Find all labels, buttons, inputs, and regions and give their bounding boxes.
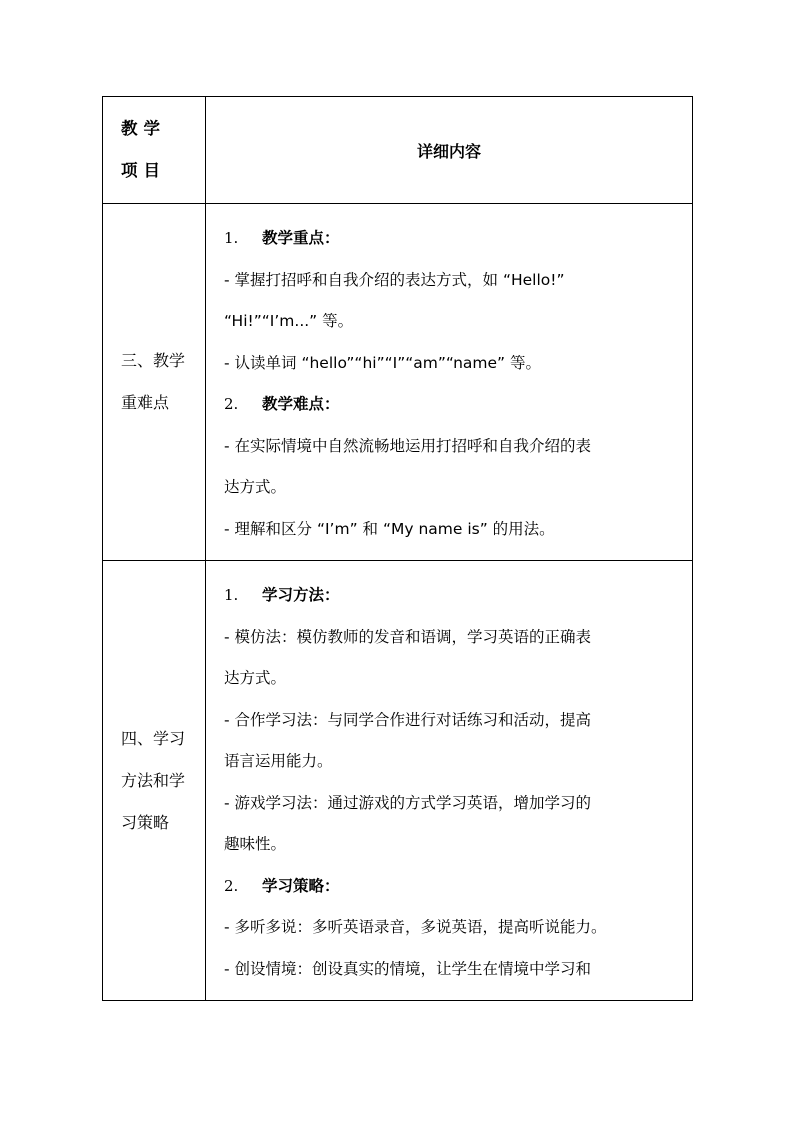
section-heading: 2. 教学难点： xyxy=(224,384,674,426)
content-line: - 游戏学习法：通过游戏的方式学习英语，增加学习的 xyxy=(224,793,592,812)
header-item-cell: 教学项目 xyxy=(103,97,206,204)
content-line: 达方式。 xyxy=(224,669,287,687)
content-line: - 模仿法：模仿教师的发音和语调，学习英语的正确表 xyxy=(224,627,592,646)
row-content-key-points xyxy=(206,204,693,561)
content-line: - 认读单词 “hello”“hi”“I”“am”“name” 等。 xyxy=(224,353,541,372)
content-line: - 创设情境：创设真实的情境，让学生在情境中学习和 xyxy=(224,959,592,978)
content-line: 语言运用能力。 xyxy=(224,752,333,770)
section-heading: 1. 教学重点： xyxy=(224,218,674,260)
list-number: 1. xyxy=(224,586,239,604)
row-label-key-points: 三、教学重难点 xyxy=(103,204,206,561)
content-line: - 理解和区分 “I’m” 和 “My name is” 的用法。 xyxy=(224,519,555,538)
table-row xyxy=(103,561,693,1001)
table-row xyxy=(103,204,693,561)
list-number: 2. xyxy=(224,395,239,413)
table-header-row xyxy=(103,97,693,204)
header-detail-cell: 详细内容 xyxy=(206,97,693,204)
content-line: “Hi!”“I’m...” 等。 xyxy=(224,312,354,330)
content-line: 趣味性。 xyxy=(224,835,287,853)
content-line: 达方式。 xyxy=(224,478,287,496)
list-number: 1. xyxy=(224,229,239,247)
content-table xyxy=(102,96,693,1001)
section-heading: 1. 学习方法： xyxy=(224,575,674,617)
content-line: - 在实际情境中自然流畅地运用打招呼和自我介绍的表 xyxy=(224,436,592,455)
list-number: 2. xyxy=(224,876,239,895)
row-content-learning-methods xyxy=(206,561,693,1001)
row-label-learning-methods: 四、学习方法和学习策略 xyxy=(103,561,206,1001)
section-heading: 2. 学习策略： xyxy=(224,866,674,908)
content-line: - 多听多说：多听英语录音，多说英语，提高听说能力。 xyxy=(224,918,607,936)
content-line: - 掌握打招呼和自我介绍的表达方式，如 “Hello!” xyxy=(224,270,565,289)
content-line: - 合作学习法：与同学合作进行对话练习和活动，提高 xyxy=(224,710,592,729)
